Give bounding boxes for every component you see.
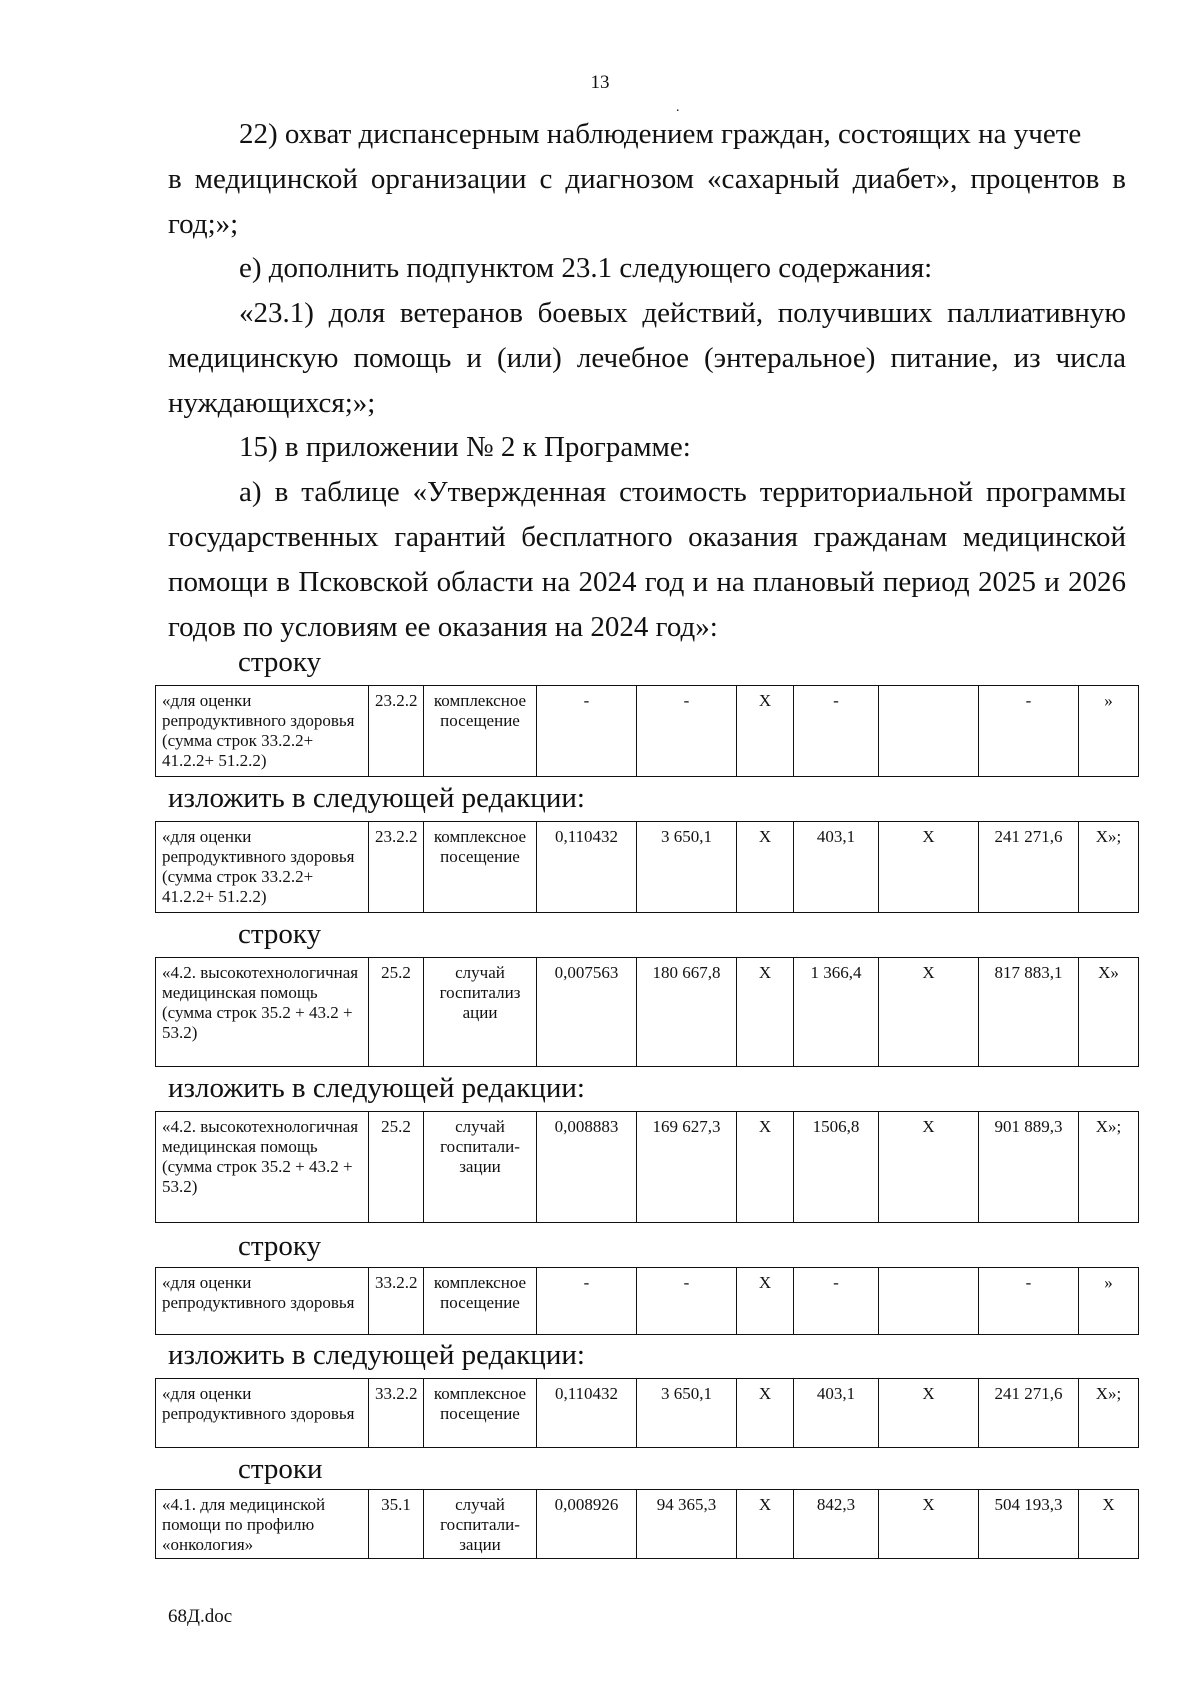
caption-stroki: строки [238, 1453, 323, 1485]
row-value-2: 3 650,1 [637, 1379, 737, 1448]
caption-stroku: строку [238, 646, 322, 678]
row-value-3: Х [737, 1268, 794, 1335]
row-value-3: Х [737, 958, 794, 1067]
row-end: Х»; [1079, 1379, 1139, 1448]
table-row-new-23-2-2 [155, 821, 1139, 913]
row-code: 25.2 [369, 958, 424, 1067]
row-name: «для оценки репродуктивного здоровья (сумма строк 33.2.2+ 41.2.2+ 51.2.2) [156, 686, 369, 777]
table-row-old-25-2 [155, 957, 1139, 1067]
row-value-1: - [537, 686, 637, 777]
row-value-1: 0,110432 [537, 1379, 637, 1448]
row-end: » [1079, 1268, 1139, 1335]
row-unit: случай госпитали-зации [424, 1490, 537, 1559]
row-value-2: 94 365,3 [637, 1490, 737, 1559]
row-value-6: 817 883,1 [979, 958, 1079, 1067]
row-unit: комплексное посещение [424, 1379, 537, 1448]
row-name: «для оценки репродуктивного здоровья [156, 1379, 369, 1448]
paragraph-22-line1: 22) охват диспансерным наблюдением граждан, состоящих на учете [239, 118, 1082, 150]
row-name: «4.1. для медицинской помощи по профилю «онкология» [156, 1490, 369, 1559]
row-unit: комплексное посещение [424, 822, 537, 913]
row-value-2: 180 667,8 [637, 958, 737, 1067]
row-value-6: 241 271,6 [979, 822, 1079, 913]
row-value-2: - [637, 1268, 737, 1335]
row-unit: случай госпитализ ации [424, 958, 537, 1067]
table-row-old-33-2-2 [155, 1267, 1139, 1335]
row-value-4: 1506,8 [794, 1112, 879, 1223]
row-value-2: 169 627,3 [637, 1112, 737, 1223]
row-value-1: 0,007563 [537, 958, 637, 1067]
row-name: «4.2. высокотехнологичная медицинская помощь (сумма строк 35.2 + 43.2 + 53.2) [156, 1112, 369, 1223]
row-value-4: - [794, 1268, 879, 1335]
row-value-6: 504 193,3 [979, 1490, 1079, 1559]
row-code: 33.2.2 [369, 1268, 424, 1335]
row-value-4: 842,3 [794, 1490, 879, 1559]
row-value-6: - [979, 1268, 1079, 1335]
paragraph-23-1: «23.1) доля ветеранов боевых действий, получивших паллиативную медицинскую помощь и (или) лечебное (энтеральное) питание, из числа нуждающихся;»; [168, 297, 1126, 419]
caption-izlozhit-1: изложить в следующей редакции: [168, 782, 585, 814]
row-value-3: Х [737, 1379, 794, 1448]
row-value-5: Х [879, 1112, 979, 1223]
row-unit: случай госпитали-зации [424, 1112, 537, 1223]
page-number: 13 [590, 72, 610, 93]
row-name: «для оценки репродуктивного здоровья (сумма строк 33.2.2+ 41.2.2+ 51.2.2) [156, 822, 369, 913]
caption-izlozhit-3: изложить в следующей редакции: [168, 1339, 585, 1371]
caption-stroku-2: строку [238, 918, 322, 950]
row-value-1: 0,110432 [537, 822, 637, 913]
row-name: «для оценки репродуктивного здоровья [156, 1268, 369, 1335]
row-value-5 [879, 1268, 979, 1335]
row-end: Х»; [1079, 1112, 1139, 1223]
row-end: Х [1079, 1490, 1139, 1559]
paragraph-15: 15) в приложении № 2 к Программе: [239, 431, 691, 463]
row-code: 25.2 [369, 1112, 424, 1223]
row-value-3: Х [737, 822, 794, 913]
row-end: Х»; [1079, 822, 1139, 913]
table-row-old-23-2-2 [155, 685, 1139, 777]
row-end: Х» [1079, 958, 1139, 1067]
row-value-5 [879, 686, 979, 777]
row-value-6: 901 889,3 [979, 1112, 1079, 1223]
row-value-4: - [794, 686, 879, 777]
footer-filename: 68Д.doc [168, 1606, 233, 1627]
row-value-2: - [637, 686, 737, 777]
paragraph-e: е) дополнить подпунктом 23.1 следующего содержания: [239, 252, 933, 284]
table-row-35-1 [155, 1489, 1139, 1559]
table-row-new-33-2-2 [155, 1378, 1139, 1448]
row-value-5: Х [879, 958, 979, 1067]
row-value-6: - [979, 686, 1079, 777]
caption-stroku-3: строку [238, 1230, 322, 1262]
row-value-4: 403,1 [794, 1379, 879, 1448]
row-value-3: Х [737, 686, 794, 777]
row-unit: комплексное посещение [424, 1268, 537, 1335]
row-code: 23.2.2 [369, 822, 424, 913]
row-unit: комплексное посещение [424, 686, 537, 777]
row-value-4: 403,1 [794, 822, 879, 913]
row-value-5: Х [879, 1379, 979, 1448]
row-code: 35.1 [369, 1490, 424, 1559]
row-value-4: 1 366,4 [794, 958, 879, 1067]
row-code: 23.2.2 [369, 686, 424, 777]
row-end: » [1079, 686, 1139, 777]
row-name: «4.2. высокотехнологичная медицинская помощь (сумма строк 35.2 + 43.2 + 53.2) [156, 958, 369, 1067]
page-dot: . [676, 100, 680, 115]
row-value-1: - [537, 1268, 637, 1335]
row-value-2: 3 650,1 [637, 822, 737, 913]
paragraph-22-rest: в медицинской организации с диагнозом «сахарный диабет», процентов в год;»; [168, 163, 1126, 240]
row-value-5: Х [879, 1490, 979, 1559]
row-value-3: Х [737, 1112, 794, 1223]
row-value-1: 0,008883 [537, 1112, 637, 1223]
row-value-5: Х [879, 822, 979, 913]
caption-izlozhit-2: изложить в следующей редакции: [168, 1072, 585, 1104]
row-value-6: 241 271,6 [979, 1379, 1079, 1448]
row-value-3: Х [737, 1490, 794, 1559]
row-value-1: 0,008926 [537, 1490, 637, 1559]
paragraph-a: а) в таблице «Утвержденная стоимость территориальной программы государственных гарантий бесплатного оказания гражданам медицинской помощи в Псковской области на 2024 год и на плановый период 2025 и 2026 годов по условиям ее оказания на 2024 год»: [168, 476, 1126, 643]
table-row-new-25-2 [155, 1111, 1139, 1223]
row-code: 33.2.2 [369, 1379, 424, 1448]
